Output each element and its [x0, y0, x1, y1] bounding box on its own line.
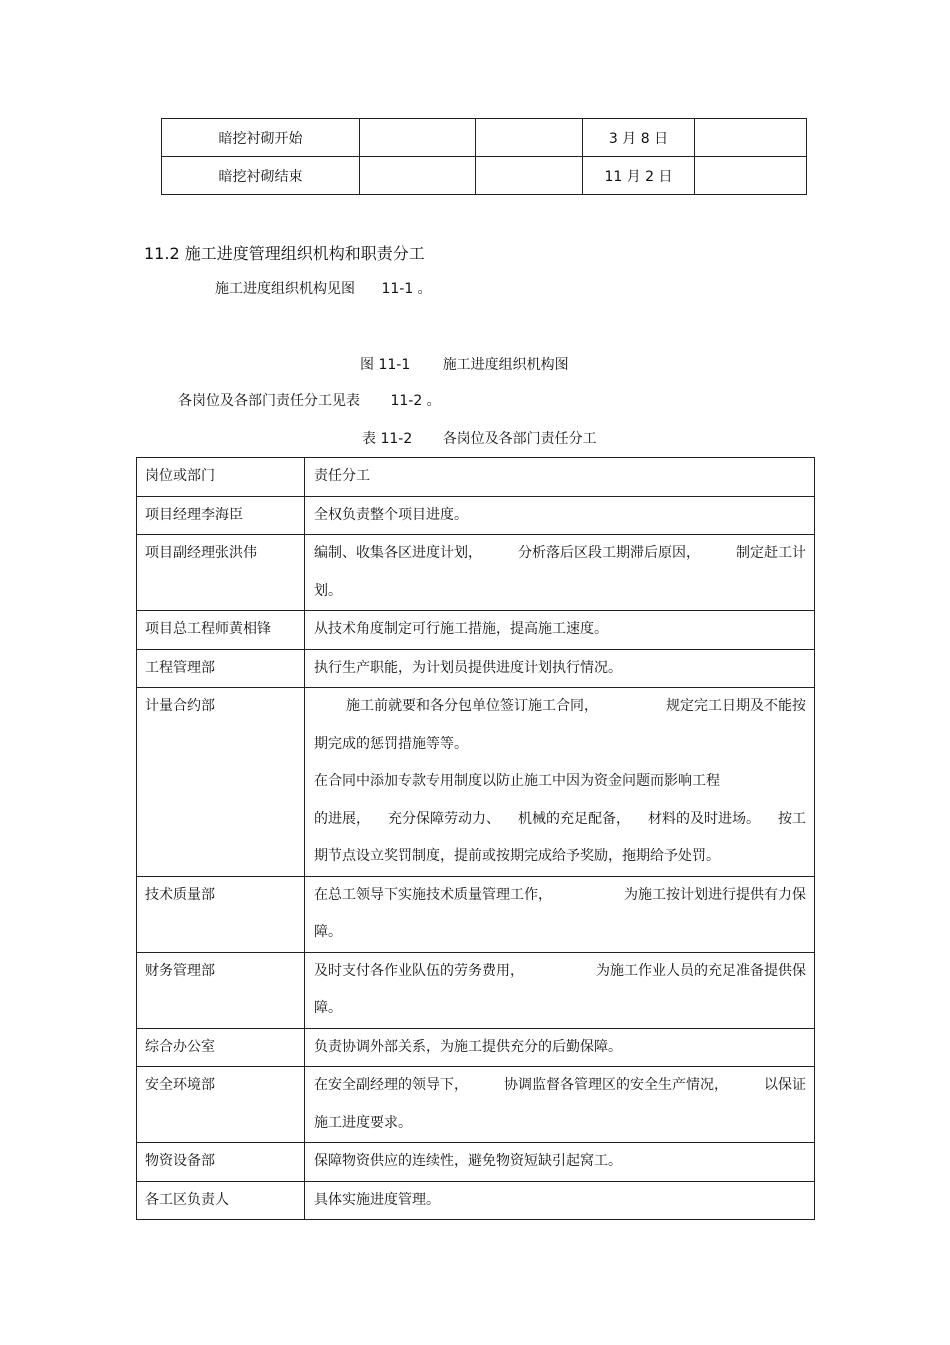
intro-text: 施工进度组织机构见图: [215, 281, 355, 297]
duty-segment: 按工: [778, 810, 806, 827]
table-intro-paragraph: [178, 390, 441, 410]
duty-line: 保障物资供应的连续性，避免物资短缺引起窝工。: [314, 1153, 622, 1169]
role-cell: 工程管理部: [137, 649, 305, 688]
responsibility-body: [137, 458, 815, 1220]
schedule-body: [162, 119, 807, 195]
duty-segment: 施工前就要和各分包单位签订施工合同，: [346, 698, 598, 714]
duty-segment: 机械的充足配备，: [518, 810, 630, 827]
table-caption: [362, 428, 597, 448]
table-cell: [695, 157, 807, 195]
duty-cell: [305, 649, 815, 688]
duty-segment: 规定完工日期及不能按: [666, 698, 806, 714]
duty-segment: 充分保障劳动力、: [388, 810, 500, 827]
duty-segment: 协调监督各管理区的安全生产情况，: [504, 1077, 728, 1093]
duty-line: 在合同中添加专款专用制度以防止施工中因为资金问题而影响工程: [314, 773, 720, 789]
duty-segment: 的进展，: [314, 810, 370, 827]
duty-segment: 在总工领导下实施技术质量管理工作，: [314, 886, 552, 903]
role-cell: 各工区负责人: [137, 1181, 305, 1220]
table-header-row: [137, 458, 815, 497]
duty-segment: 制定赶工计: [736, 545, 806, 561]
role-cell: 项目总工程师黄相锋: [137, 611, 305, 650]
table-label: 表 11-2: [362, 431, 413, 447]
role-cell: 项目副经理张洪伟: [137, 535, 305, 611]
duty-line: 负责协调外部关系，为施工提供充分的后勤保障。: [314, 1038, 622, 1055]
table-row: [162, 119, 807, 157]
duty-line: 执行生产职能，为计划员提供进度计划执行情况。: [314, 659, 622, 676]
table-row: [137, 952, 815, 1028]
duty-line: [314, 535, 806, 573]
duty-line: 全权负责整个项目进度。: [314, 506, 468, 523]
table-row: [137, 1028, 815, 1067]
duty-segment: 分析落后区段工期滞后原因，: [518, 545, 700, 561]
table-cell: [360, 157, 476, 195]
table-row: [137, 1181, 815, 1220]
responsibility-table: [136, 457, 815, 1220]
duty-segment: 为施工按计划进行提供有力保: [624, 886, 806, 903]
section-heading: 11.2 施工进度管理组织机构和职责分工: [144, 244, 425, 263]
duty-segment: 材料的及时进场。: [648, 810, 760, 827]
table-row: [137, 649, 815, 688]
duty-cell: [305, 688, 815, 877]
duty-line: [314, 877, 806, 915]
figure-caption: [360, 354, 569, 374]
duty-line: 施工进度要求。: [314, 1114, 412, 1131]
figure-title: 施工进度组织机构图: [442, 357, 569, 373]
duty-line: 从技术角度制定可行施工措施，提高施工速度。: [314, 621, 608, 637]
role-cell: 综合办公室: [137, 1028, 305, 1067]
duty-segment: 在安全副经理的领导下，: [314, 1077, 468, 1093]
role-cell: 安全环境部: [137, 1067, 305, 1143]
duty-cell: [305, 1028, 815, 1067]
duty-line: 划。: [314, 582, 342, 599]
duty-line: 障。: [314, 1000, 342, 1016]
duty-cell: [305, 496, 815, 535]
duty-line: [314, 1067, 806, 1105]
table-cell: [476, 157, 583, 195]
duty-segment: 为施工作业人员的充足准备提供保: [596, 962, 806, 979]
table-row: [137, 535, 815, 611]
milestone-name: 暗挖衬砌开始: [162, 119, 360, 157]
intro-paragraph: [215, 278, 432, 298]
table-cell: [476, 119, 583, 157]
duty-cell: [305, 1181, 815, 1220]
duty-cell: [305, 611, 815, 650]
table-row: [137, 1067, 815, 1143]
figure-label: 图 11-1: [360, 357, 411, 373]
milestone-date: 11 月 2 日: [583, 157, 695, 195]
duty-line: 障。: [314, 924, 342, 940]
duty-cell: [305, 535, 815, 611]
table-row: [137, 611, 815, 650]
duty-line: 期完成的惩罚措施等等。: [314, 735, 468, 752]
duty-segment: 及时支付各作业队伍的劳务费用，: [314, 962, 524, 979]
table-row: [137, 876, 815, 952]
role-cell: 财务管理部: [137, 952, 305, 1028]
column-header-duty: 责任分工: [305, 458, 815, 497]
duty-line: [314, 953, 806, 991]
role-cell: 物资设备部: [137, 1143, 305, 1182]
role-cell: 技术质量部: [137, 876, 305, 952]
column-header-role: 岗位或部门: [137, 458, 305, 497]
role-cell: 项目经理李海臣: [137, 496, 305, 535]
table-intro-text: 各岗位及各部门责任分工见表: [178, 393, 360, 409]
table-row: [137, 1143, 815, 1182]
duty-line: [314, 688, 806, 726]
duty-segment: 以保证: [764, 1077, 806, 1093]
table-cell: [360, 119, 476, 157]
table-cell: [695, 119, 807, 157]
role-cell: 计量合约部: [137, 688, 305, 877]
table-row: [137, 688, 815, 877]
duty-cell: [305, 952, 815, 1028]
duty-line: [314, 801, 806, 839]
milestone-date: 3 月 8 日: [583, 119, 695, 157]
milestone-name: 暗挖衬砌结束: [162, 157, 360, 195]
duty-line: 具体实施进度管理。: [314, 1191, 440, 1208]
duty-cell: [305, 876, 815, 952]
figure-ref: 11-1 。: [381, 281, 432, 297]
table-row: [162, 157, 807, 195]
table-row: [137, 496, 815, 535]
schedule-table: [161, 118, 807, 195]
duty-segment: 编制、收集各区进度计划，: [314, 545, 482, 561]
table-title: 各岗位及各部门责任分工: [442, 431, 597, 447]
duty-cell: [305, 1067, 815, 1143]
table-ref: 11-2 。: [390, 393, 441, 409]
duty-line: 期节点设立奖罚制度，提前或按期完成给予奖励，拖期给予处罚。: [314, 848, 720, 864]
duty-cell: [305, 1143, 815, 1182]
